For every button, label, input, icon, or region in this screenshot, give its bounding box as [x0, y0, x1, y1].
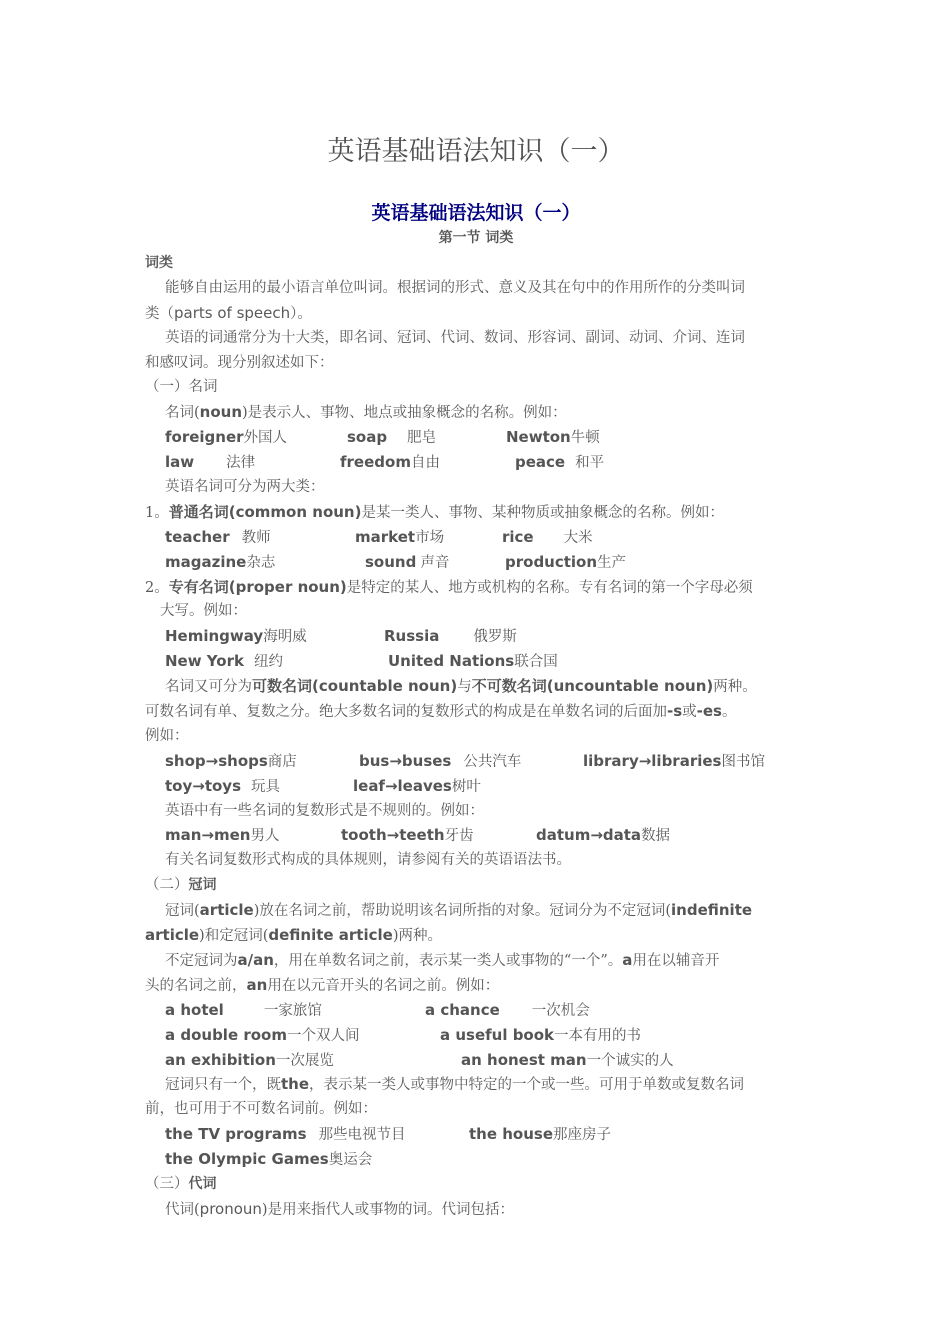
text: 可数名词有单、复数之分。绝大多数名词的复数形式的构成是在单数名词的后面加	[145, 704, 667, 721]
example-word: rice	[502, 527, 534, 546]
text: （二）	[145, 877, 189, 894]
heading-noun: （一）名词	[145, 379, 218, 396]
example-meaning: 外国人	[243, 430, 288, 447]
example-meaning: 那些电视节目	[318, 1127, 406, 1144]
example-word: tooth→teeth	[341, 826, 445, 845]
text: 名词(	[165, 405, 200, 422]
example-meaning: 商店	[267, 753, 297, 770]
example-meaning: 肥皂	[407, 430, 437, 447]
example-word: United Nations	[388, 652, 515, 671]
paragraph-line	[145, 500, 807, 525]
text: )是用来指代人或事物的词。代词包括：	[261, 1201, 515, 1218]
example-meaning: 一个双人间	[286, 1027, 360, 1044]
text: 2。	[145, 579, 169, 596]
term: noun	[199, 403, 243, 422]
example-meaning: 一个诚实的人	[586, 1052, 674, 1069]
example-meaning: 一次展览	[275, 1052, 334, 1069]
heading-text: 冠词	[188, 877, 217, 894]
term: (common noun)	[228, 502, 362, 521]
example-meaning: 生产	[597, 554, 627, 571]
example-word: production	[505, 552, 598, 571]
term: 专有名词	[168, 577, 229, 596]
example-word: an exhibition	[165, 1050, 276, 1069]
example-word: shop→shops	[165, 751, 268, 770]
term: 普通名词	[168, 502, 229, 521]
example-meaning: 树叶	[451, 778, 481, 795]
example-meaning: 牛顿	[570, 430, 600, 447]
term: (uncountable noun)	[546, 677, 714, 696]
example-meaning: 声音	[420, 554, 450, 571]
text: ，用在单数名词之前，表示某一类人或事物的“一个”。	[273, 952, 623, 969]
example-word: datum→data	[536, 826, 642, 845]
example-word: soap	[347, 428, 388, 447]
paragraph-line: 能够自由运用的最小语言单位叫词。根据词的形式、意义及其在句中的作用所作的分类叫词	[165, 279, 745, 296]
text: 冠词(	[165, 903, 200, 920]
example-word: freedom	[340, 453, 411, 472]
paragraph-line: 大写。例如：	[160, 603, 247, 620]
text: 或	[682, 704, 697, 721]
example-word: market	[355, 527, 416, 546]
example-meaning: 自由	[410, 455, 440, 472]
example-word: a chance	[425, 1000, 500, 1019]
text: （三）	[145, 1175, 189, 1192]
paragraph-line: 有关名词复数形式构成的具体规则，请参阅有关的英语语法书。	[165, 852, 571, 869]
text: 用在以辅音开	[632, 952, 720, 969]
chapter-title: 英语基础语法知识（一）	[371, 202, 581, 224]
example-word: man→men	[165, 826, 251, 845]
example-word: teacher	[165, 527, 230, 546]
example-meaning: 大米	[563, 529, 593, 546]
example-meaning: 俄罗斯	[473, 629, 517, 646]
paragraph-line	[145, 674, 807, 699]
example-row	[145, 823, 807, 848]
term: -s	[667, 702, 683, 721]
example-meaning: 数据	[641, 828, 671, 845]
paragraph-line	[145, 948, 807, 973]
example-word: the TV programs	[165, 1125, 307, 1144]
example-row	[145, 525, 807, 550]
example-meaning: 杂志	[246, 554, 276, 571]
example-word: library→libraries	[583, 751, 722, 770]
term: article	[145, 926, 200, 945]
paragraph-line: 前，也可用于不可数名词前。例如：	[145, 1101, 377, 1118]
example-word: Hemingway	[165, 627, 264, 646]
paragraph-line: 例如：	[145, 727, 189, 744]
heading-text: 代词	[188, 1175, 217, 1192]
paragraph-line	[145, 699, 807, 724]
example-word: a double room	[165, 1025, 287, 1044]
example-word: foreigner	[165, 428, 244, 447]
example-row	[145, 1122, 807, 1147]
example-word: magazine	[165, 552, 247, 571]
term: pronoun	[199, 1199, 262, 1218]
paragraph-line: 英语的词通常分为十大类，即名词、冠词、代词、数词、形容词、副词、动词、介词、连词	[165, 329, 745, 346]
paragraph-line	[145, 1197, 807, 1222]
term: article	[199, 901, 254, 920]
text: 类（	[145, 305, 174, 322]
term: -es	[696, 702, 722, 721]
paragraph-line	[145, 1072, 807, 1097]
example-word: a useful book	[440, 1025, 555, 1044]
term: the	[281, 1075, 310, 1094]
text: )是表示人、事物、地点或抽象概念的名称。例如：	[242, 405, 567, 422]
example-row	[145, 1147, 807, 1172]
example-row	[145, 624, 807, 649]
example-meaning: 教师	[241, 529, 271, 546]
text: 与	[457, 679, 472, 696]
example-row	[145, 550, 807, 575]
example-word: sound	[365, 552, 417, 571]
example-row	[145, 450, 807, 475]
example-meaning: 公共汽车	[463, 753, 522, 770]
example-meaning: 一本有用的书	[554, 1027, 642, 1044]
heading-cilei: 词类	[145, 255, 173, 271]
example-row	[145, 998, 807, 1023]
text: 1。	[145, 504, 169, 521]
example-meaning: 和平	[575, 455, 605, 472]
example-word: law	[165, 453, 195, 472]
term: an	[246, 975, 268, 994]
example-word: an honest man	[461, 1050, 587, 1069]
term: definite article	[268, 926, 393, 945]
text: 两种。	[713, 679, 757, 696]
text: 代词(	[165, 1201, 200, 1218]
example-meaning: 法律	[226, 455, 256, 472]
example-meaning: 纽约	[253, 654, 283, 671]
text: 。	[721, 704, 737, 721]
text: ）。	[290, 305, 312, 322]
heading-pronoun	[145, 1172, 807, 1197]
text: 是特定的某人、地方或机构的名称。专有名词的第一个字母必须	[346, 579, 753, 596]
example-word: Newton	[506, 428, 571, 447]
paragraph-line	[145, 923, 807, 948]
text: 冠词只有一个，既	[165, 1077, 281, 1094]
example-word: the house	[469, 1125, 554, 1144]
term: parts of speech	[174, 303, 291, 322]
term: (proper noun)	[228, 577, 347, 596]
paragraph-line	[145, 575, 807, 600]
document-title: 英语基础语法知识（一）	[327, 136, 625, 167]
example-row	[145, 774, 807, 799]
paragraph-line: 英语中有一些名词的复数形式是不规则的。例如：	[165, 802, 484, 819]
paragraph-line: 和感叹词。现分别叙述如下：	[145, 354, 334, 371]
term: (countable noun)	[312, 677, 458, 696]
example-meaning: 玩具	[251, 778, 281, 795]
text: )放在名词之前，帮助说明该名词所指的对象。冠词分为不定冠词(	[253, 903, 672, 920]
text: 用在以元音开头的名词之前。例如：	[267, 977, 500, 994]
example-row	[145, 749, 807, 774]
example-meaning: 市场	[415, 529, 445, 546]
example-word: the Olympic Games	[165, 1150, 329, 1169]
example-word: a hotel	[165, 1000, 224, 1019]
example-meaning: 那座房子	[553, 1127, 612, 1144]
text: 是某一类人、事物、某种物质或抽象概念的名称。例如：	[361, 504, 724, 521]
example-meaning: 联合国	[514, 654, 558, 671]
text: 名词又可分为	[165, 679, 252, 696]
example-meaning: 图书馆	[721, 753, 765, 770]
term: a	[622, 950, 633, 969]
text: )两种。	[392, 928, 442, 945]
example-meaning: 奥运会	[328, 1152, 373, 1169]
example-row	[145, 425, 807, 450]
term: a/an	[237, 950, 274, 969]
paragraph-line	[145, 400, 807, 425]
example-word: peace	[515, 453, 566, 472]
example-meaning: 一家旅馆	[263, 1002, 322, 1019]
example-meaning: 牙齿	[444, 828, 474, 845]
example-word: toy→toys	[165, 776, 242, 795]
example-row	[145, 649, 807, 674]
document-body	[145, 251, 807, 1222]
heading-article	[145, 873, 807, 898]
text: ，表示某一类人或事物中特定的一个或一些。可用于单数或复数名词	[309, 1077, 745, 1094]
example-word: Russia	[384, 627, 440, 646]
paragraph-line	[145, 301, 807, 326]
paragraph-line	[145, 898, 807, 923]
term: indefinite	[671, 901, 753, 920]
text: )和定冠词(	[199, 928, 269, 945]
example-meaning: 男人	[250, 828, 280, 845]
term: 可数名词	[252, 677, 313, 696]
example-word: leaf→leaves	[353, 776, 452, 795]
example-row	[145, 1048, 807, 1073]
example-meaning: 海明威	[263, 629, 307, 646]
text: 不定冠词为	[165, 952, 238, 969]
example-row	[145, 1023, 807, 1048]
paragraph-line: 英语名词可分为两大类：	[165, 479, 325, 496]
example-word: New York	[165, 652, 244, 671]
text: 头的名词之前，	[145, 977, 247, 994]
example-meaning: 一次机会	[531, 1002, 590, 1019]
example-word: bus→buses	[359, 751, 452, 770]
term: 不可数名词	[471, 677, 547, 696]
section-title: 第一节 词类	[438, 230, 514, 246]
paragraph-line	[145, 973, 807, 998]
